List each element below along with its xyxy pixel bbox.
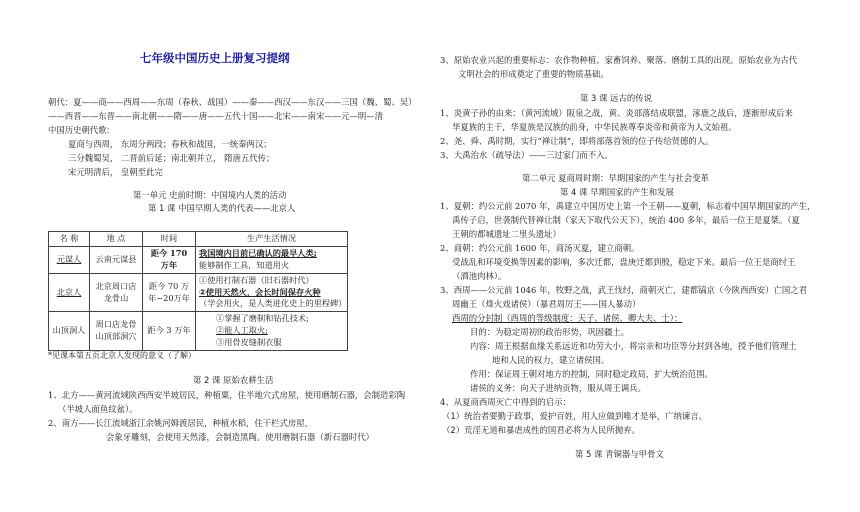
cell-name: 山顶洞人 [49,312,90,351]
early-humans-table [48,231,348,351]
cell-time: 距今 70 万年~20万年 [143,273,196,312]
r-l3-1b: 华夏族的主干，华夏族是汉族的前身，中华民族尊奉炎帝和黄帝为人文始祖。 [452,122,737,132]
r-p3a: 3、原始农业兴起的重要标志：农作物种植、家畜饲养、聚落、磨制工具的出现。原始农业为古代 [440,55,798,65]
r-l4-4: 4、从夏商西周灭亡中得到的启示： [440,397,571,407]
life-line: 能够制作工具，知道用火 [199,259,290,270]
r-l3-3: 3、大禹治水（疏导法）——三过家门而不入。 [440,150,613,160]
life-line: ②能人工取火; [216,325,268,336]
cell-time: 距今 3 万年 [143,312,196,351]
r-l4-2b: 受战乱和环境变换等因素的影响，多次迁都，盘庚迁都到殷，稳定下来。最后一位王是商纣王 [452,257,796,267]
lesson1-title: 第 1 课 中国早期人类的代表——北京人 [148,203,296,213]
dynasty-song-1: 夏商与西周， 东周分两段；春秋和战国，一统秦两汉； [68,139,272,149]
dynasty-line-2: ——西晋——东晋——南北朝——隋——唐——五代十国——北宋——南宋——元—明—清 [48,111,383,121]
lesson2-p2a: 2、南方——长江流域浙江余姚河姆渡居民，种植水稻，住干栏式房屋， [48,418,313,428]
r-l4-3a: 3、西周——公元前 1046 年，牧野之战，武王伐纣，商朝灭亡，建都镐京（今陕西西安）亡国之君 [440,285,807,295]
r-l4-1b: 禹传子启，世袭制代替禅让制（家天下取代公天下），统治 400 多年，最后一位王是夏桀。（夏 [452,215,800,225]
doc-title: 七年级中国历史上册复习提纲 [140,51,290,65]
r-l4-3c: 西周的分封制（西周的等级制度：天子、诸侯、卿大夫、士）： [452,313,683,323]
r-l4-3b: 周幽王（烽火戏诸侯）（暴君周厉王——国人暴动） [452,299,641,309]
lesson2-p1b: （半坡人面鱼纹盆）。 [58,404,138,414]
lesson2-p1a: 1、北方——黄河流域陕西西安半坡居民，种植粟，住半地穴式房屋，使用磨制石器，会制造彩陶 [48,390,406,400]
dynasty-song-2: 三分魏蜀吴， 二晋前后延；南北朝并立， 隋唐五代传； [68,153,275,163]
r-l4-3f: 地和人民的权力，建立诸侯国。 [492,355,610,365]
r-p3b: 文明社会的形成奠定了重要的物质基础。 [458,69,609,79]
cell-place: 云南元谋县 [90,246,143,273]
r-l4-1a: 1、夏朝：约公元前 2070 年，禹建立中国历史上第一个王朝——夏朝，标志着中国早期国家的产生， [440,201,816,211]
r-l4-2a: 2、商朝：约公元前 1600 年，商汤灭夏，建立商朝。 [440,243,640,253]
cell-life [196,312,348,351]
unit1-title: 第一单元 史前时期：中国境内人类的活动 [133,190,287,200]
life-line: （学会用火，是人类进化史上的里程碑） [199,298,347,309]
r-l3-1a: 1、炎黄子孙的由来：（黄河流域）阪泉之战，黄、炎部落结成联盟，涿鹿之战后，逐渐形成后来 [440,108,793,118]
lesson2-p2b: 会象牙雕刻，会使用天然漆，会制造黑陶。使用磨制石器（新石器时代） [106,432,374,442]
table-row [49,312,348,351]
lesson4-title: 第 4 课 早期国家的产生和发展 [560,187,674,197]
cell-place: 北京周口店龙骨山 [90,273,143,312]
r-l4-3h: 诸侯的义务：向天子进纳贡物，服从周王调兵。 [470,383,646,393]
table-note: *见课本第五页北京人发现的意义（了解） [48,351,196,360]
th-life: 生产生活情况 [196,232,348,247]
life-line: ①使用打制石器（旧石器时代） [199,274,314,285]
table-row [49,246,348,273]
th-time: 时间 [143,232,196,247]
dynasty-line-1: 朝代：夏——商——西周——东周（春秋、战国）——秦——西汉——东汉——三国（魏、蜀、吴） [48,97,417,107]
table-header-row [49,232,348,247]
th-place: 地 点 [90,232,143,247]
unit2-title: 第二单元 夏商周时期：早期国家的产生与社会变革 [522,173,709,183]
r-l4-2c: （酒池肉林）。 [452,271,507,281]
cell-place: 周口店龙骨山顶部洞穴 [90,312,143,351]
life-line: ②使用天然火，会长时间保存火种 [199,286,321,297]
lesson5-title: 第 5 课 青铜器与甲骨文 [575,449,664,459]
r-l4-3e: 内容：周王根据血缘关系远近和功劳大小，将宗亲和功臣等分封到各地，授予他们管理土 [470,341,797,351]
life-line: ①掌握了磨制和钻孔技术; [216,313,309,324]
cell-name: 元谋人 [49,246,90,273]
lesson3-title: 第 3 课 远古的传说 [580,93,652,103]
dynasty-song-3: 宋元明清后， 皇朝至此完 [68,167,163,177]
cell-name: 北京人 [49,273,90,312]
cell-life [196,273,348,312]
th-name: 名 称 [49,232,90,247]
r-l4-4a: （1）统治者要勤于政事，爱护百姓，用人应做到唯才是举，广纳谏言。 [442,411,707,421]
dynasty-song-title: 中国历史朝代歌: [48,125,110,135]
r-l4-3d: 目的：为稳定周初的政治形势，巩固疆土。 [470,327,630,337]
r-l3-2: 2、尧、舜、禹时期，实行“禅让制”，即将部落首领的位子传给贤德的人。 [440,136,714,146]
cell-time: 距今 170 万年 [143,246,196,273]
cell-life [196,246,348,273]
table-row [49,273,348,312]
r-l4-1c: 王朝的都城遗址二里头遗址） [452,229,561,239]
lesson2-title: 第 2 课 原始农耕生活 [193,375,274,385]
life-line: 我国境内目前已确认的最早人类; [199,247,317,258]
r-l4-3g: 作用：保证周王朝对地方的控制，同时稳定政局，扩大统治范围。 [470,369,713,379]
life-line: ③用骨皮缝制衣服 [216,337,282,348]
r-l4-4b: （2）荒淫无道和暴虐成性的国君必将为人民所抛弃。 [442,425,640,435]
